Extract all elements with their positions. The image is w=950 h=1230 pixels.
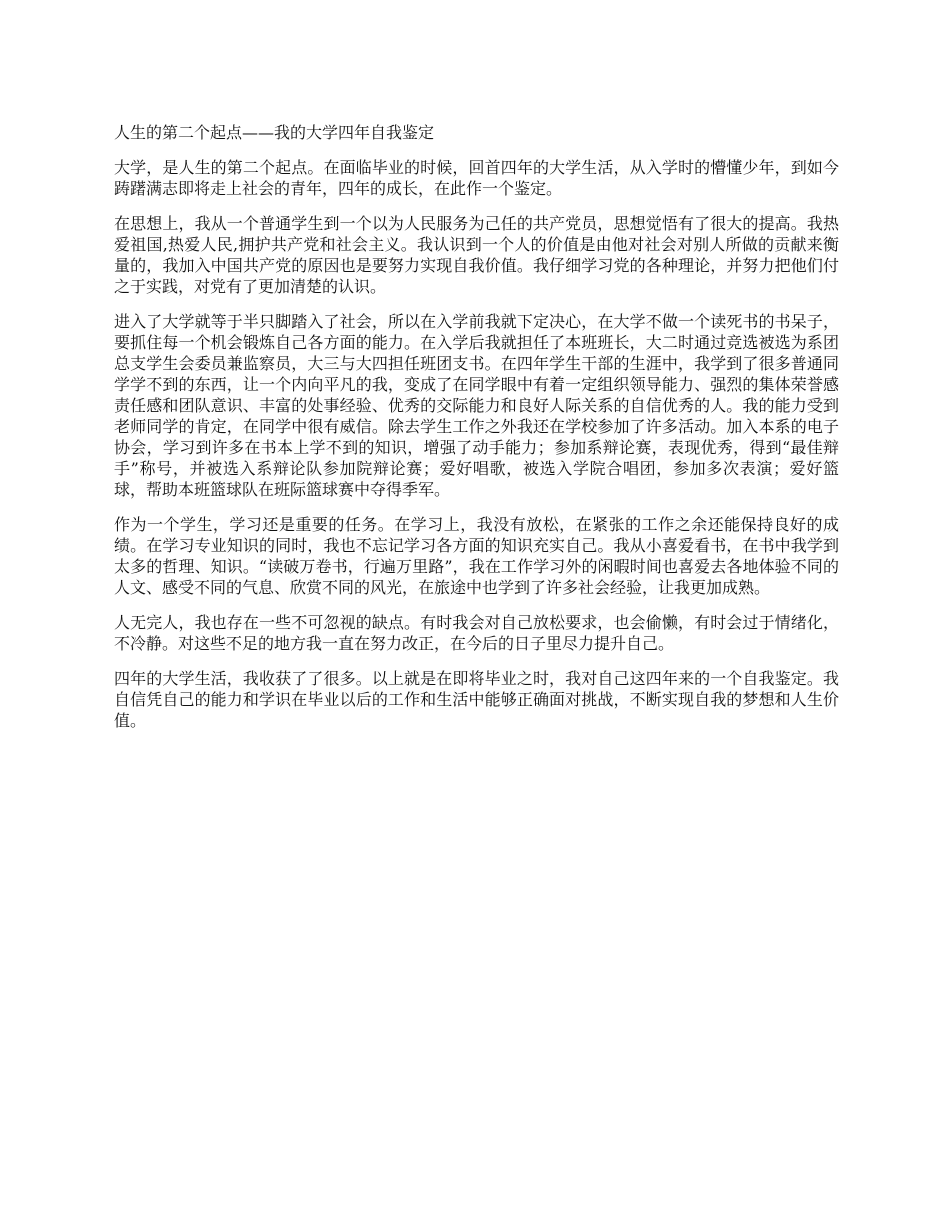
paragraph-intro: 大学，是人生的第二个起点。在面临毕业的时候，回首四年的大学生活，从入学时的懵懂少年，到如今踌躇满志即将走上社会的青年，四年的成长，在此作一个鉴定。	[114, 158, 839, 198]
paragraph-study: 作为一个学生，学习还是重要的任务。在学习上，我没有放松，在紧张的工作之余还能保持良好的成绩。在学习专业知识的同时，我也不忘记学习各方面的知识充实自己。我从小喜爱看书，在书中我学到太多的哲理、知识。“读破万卷书，行遍万里路”，我在工作学习外的闲暇时间也喜爱去各地体验不同的人文、感受不同的气息、欣赏不同的风光，在旅途中也学到了许多社会经验，让我更加成熟。	[114, 515, 839, 597]
paragraph-abilities: 进入了大学就等于半只脚踏入了社会，所以在入学前我就下定决心，在大学不做一个读死书的书呆子，要抓住每一个机会锻炼自己各方面的能力。在入学后我就担任了本班班长，大二时通过竞选被选为系团总支学生会委员兼监察员，大三与大四担任班团支书。在四年学生干部的生涯中，我学到了很多普通同学学不到的东西，让一个内向平凡的我，变成了在同学眼中有着一定组织领导能力、强烈的集体荣誉感责任感和团队意识、丰富的处事经验、优秀的交际能力和良好人际关系的自信优秀的人。我的能力受到老师同学的肯定，在同学中很有威信。除去学生工作之外我还在学校参加了许多活动。加入本系的电子协会，学习到许多在书本上学不到的知识，增强了动手能力；参加系辩论赛，表现优秀，得到“最佳辩手”称号，并被选入系辩论队参加院辩论赛；爱好唱歌，被选入学院合唱团，参加多次表演；爱好篮球，帮助本班篮球队在班际篮球赛中夺得季军。	[114, 312, 839, 499]
paragraph-ideology: 在思想上，我从一个普通学生到一个以为人民服务为己任的共产党员，思想觉悟有了很大的提高。我热爱祖国,热爱人民,拥护共产党和社会主义。我认识到一个人的价值是由他对社会对别人所做的贡献来衡量的，我加入中国共产党的原因也是要努力实现自我价值。我仔细学习党的各种理论，并努力把他们付之于实践，对党有了更加清楚的认识。	[114, 214, 839, 296]
paragraph-shortcomings: 人无完人，我也存在一些不可忽视的缺点。有时我会对自己放松要求，也会偷懒，有时会过于情绪化，不冷静。对这些不足的地方我一直在努力改正，在今后的日子里尽力提升自己。	[114, 613, 839, 653]
document-title: 人生的第二个起点——我的大学四年自我鉴定	[114, 123, 435, 142]
document-page	[114, 122, 839, 745]
paragraph-conclusion: 四年的大学生活，我收获了了很多。以上就是在即将毕业之时，我对自己这四年来的一个自我鉴定。我自信凭自己的能力和学识在毕业以后的工作和生活中能够正确面对挑战，不断实现自我的梦想和人生价值。	[114, 669, 839, 730]
